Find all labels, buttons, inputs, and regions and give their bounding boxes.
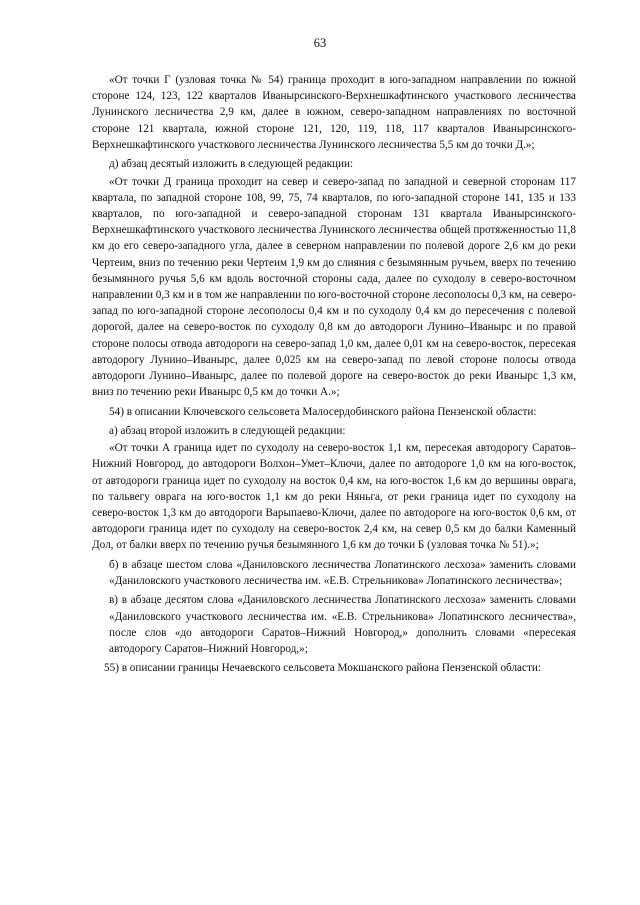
paragraph-point-d: «От точки Д граница проходит на север и северо-запад по западной и северной сторонам 117 квартала, по западной стороне 108, 99, 75, 74 кварталов, по юго-западной стороне 141, 135 и 133 кварталов, по юго-западной и северо-западной сторонам 131 квартала Иваныpсинского-Верхнешкафтинского участкового лесничества Лунинского лесничества общей протяженностью 11,8 км до его северо-западного угла, далее в северном направлении по полевой дороге 2,6 км до реки Чертеим, вниз по течению реки Чертеим 1,9 км до слияния с безымянным ручьем, вверх по течению безымянного ручья 5,6 км вдоль восточной стороны сада, далее по суходолу в северо-восточном направлении 0,3 км и в том же направлении по юго-восточной стороне лесополосы 0,3 км, на северо-запад по юго-западной стороне лесополосы 0,4 км и по суходолу 0,4 км до пересечения с полевой дорогой, далее на северо-восток по суходолу 0,8 км до автодороги Лунино–Иваныpс и по правой стороне полосы отвода автодороги на северо-запад 1,0 км, далее 0,01 км на северо-восток, пересекая автодорогу Лунино–Иваныpс, далее 0,025 км на северо-запад по левой стороне полосы отвода автодороги Лунино–Иваныpс, далее по полевой дороге на северо-восток до реки Иваныpс 1,3 км, вниз по течению реки Иваныpс 0,5 км до точки А.»; xyxy=(92,175,576,399)
paragraph-item-a: а) абзац второй изложить в следующей редакции: xyxy=(109,425,346,438)
paragraph-item-v: в) в абзаце десятом слова «Даниловского лесничества Лопатинского лесхоза» заменить словами «Даниловского участкового лесничества им. «Е.В. Стрельникова» Лопатинского лесничества», после слов «до автодороги Саратов–Нижний Новгород,» дополнить словами «пересекая автодорогу Саратов–Нижний Новгород,»; xyxy=(109,594,576,656)
document-body xyxy=(92,72,576,679)
paragraph-item-b: б) в абзаце шестом слова «Даниловского лесничества Лопатинского лесхоза» заменить словами «Даниловского участкового лесничества им. «Е.В. Стрельникова» Лопатинского лесничества»; xyxy=(109,559,576,588)
paragraph-item-d: д) абзац десятый изложить в следующей редакции: xyxy=(109,158,354,171)
paragraph-item-55: 55) в описании границы Нечаевского сельсовета Мокшанского района Пензенской области: xyxy=(104,662,541,675)
page-number: 63 xyxy=(313,36,327,50)
paragraph-point-g: «От точки Г (узловая точка № 54) граница проходит в юго-западном направлении по южной стороне 124, 123, 122 кварталов Иваныpсинского-Верхнешкафтинского участкового лесничества Лунинского лесничества 2,9 км, далее в южном, северо-западном направлениях по восточной стороне 121 квартала, южной стороне 121, 120, 119, 118, 117 кварталов Иваныpсинского-Верхнешкафтинского участкового лесничества Лунинского лесничества 5,5 км до точки Д.»; xyxy=(92,74,576,151)
paragraph-point-a: «От точки А граница идет по суходолу на северо-восток 1,1 км, пересекая автодорогу Саратов–Нижний Новгород, до автодороги Волхон–Умет–Ключи, далее по автодороге 1,0 км на юго-восток, от автодороги граница идет по суходолу на восток 0,4 км, на юго-восток 1,6 км до вершины оврага, по тальвегу оврага на юго-восток 1,1 км до реки Няньга, от реки граница идет по суходолу на северо-восток 1,3 км до автодороги Варыпаево-Ключи, далее по автодороге на юго-восток 0,6 км, от автодороги граница идет по суходолу на северо-восток 2,4 км, на север 0,5 км до балки Каменный Дол, от балки вверх по течению ручья безымянного 1,6 км до точки Б (узловая точка № 51).»; xyxy=(92,442,576,552)
paragraph-item-54: 54) в описании Ключевского сельсовета Малосердобинского района Пензенской области: xyxy=(109,405,537,418)
